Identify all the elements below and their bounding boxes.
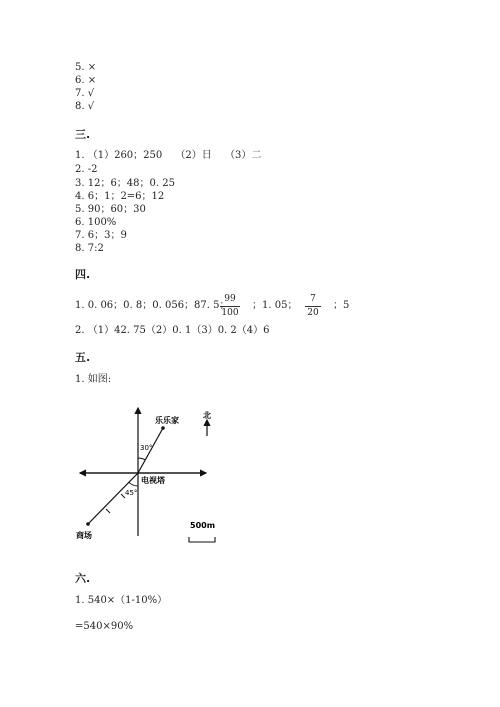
scale-bar: [189, 537, 215, 542]
answer-line: 5. ×: [75, 62, 97, 73]
answer-line: 1. （1）260；250 （2）日 （3）二: [75, 150, 262, 161]
direction-diagram: [70, 398, 230, 548]
fraction-denominator: 100: [221, 308, 239, 318]
answer-line: 5. 90；60；30: [75, 204, 146, 215]
home-label: 乐乐家: [155, 416, 179, 425]
fraction-bar: [220, 306, 240, 307]
answer-line: 3. 12；6；48；0. 25: [75, 178, 175, 189]
answer-line: =540×90%: [75, 621, 134, 632]
answer-line-suffix: ；5: [333, 300, 350, 311]
fraction: [220, 294, 240, 319]
answer-line: 4. 6；1；2=6；12: [75, 191, 165, 202]
fraction-numerator: 99: [224, 294, 236, 304]
answer-line: 2. -2: [75, 164, 98, 175]
answer-line-prefix: 1. 0. 06；0. 8；0. 056；87. 5；: [75, 300, 230, 311]
answer-line: 8. 7:2: [75, 243, 104, 254]
tick-mark: [106, 509, 110, 513]
fraction-numerator: 7: [310, 294, 316, 304]
section-heading: 四.: [75, 268, 91, 281]
section-heading: 三.: [75, 128, 91, 141]
answer-line: 1. 如图:: [75, 374, 112, 385]
mall-label: 商场: [76, 531, 92, 540]
angle-top-label: 30°: [140, 444, 153, 452]
north-label: 北: [203, 411, 211, 420]
answer-line: 7. √: [75, 88, 95, 99]
answer-line: 7. 6；3；9: [75, 230, 127, 241]
angle-arc-bottom: [129, 482, 138, 486]
mall-direction-line: [88, 473, 138, 524]
fraction-bar: [305, 306, 321, 307]
section-heading: 六.: [75, 572, 91, 585]
section-heading: 五.: [75, 351, 91, 364]
scale-label: 500m: [190, 521, 216, 530]
fraction-denominator: 20: [307, 308, 319, 318]
answer-line: 6. 100%: [75, 217, 117, 228]
mall-point: [86, 522, 90, 526]
angle-bottom-label: 45°: [125, 489, 138, 497]
answer-line: 1. 540×（1-10%）: [75, 595, 168, 606]
angle-arc-top: [138, 458, 146, 460]
answer-line: 6. ×: [75, 75, 97, 86]
tower-label: 电视塔: [141, 476, 165, 485]
home-point: [161, 426, 165, 430]
fraction: [305, 294, 321, 319]
answer-line-mid: ；1. 05；: [252, 300, 298, 311]
answer-line: 2. （1）42. 75（2）0. 1（3）0. 2（4）6: [75, 325, 270, 336]
answer-line: 8. √: [75, 101, 95, 112]
